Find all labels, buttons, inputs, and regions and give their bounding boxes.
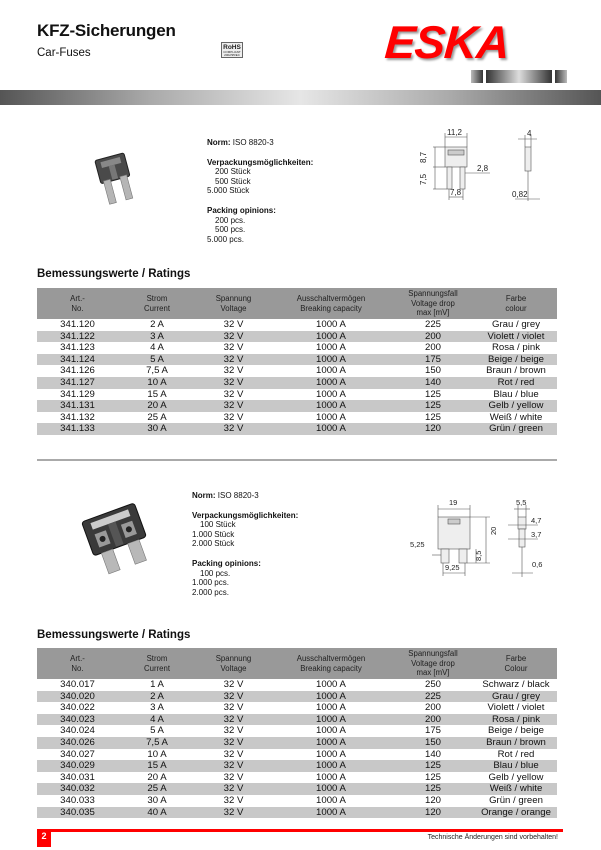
cell-current: 40 A (118, 807, 196, 819)
cell-colour: Rot / red (497, 748, 535, 760)
mini-fuse-info (207, 138, 313, 244)
dim-height: 20 (489, 526, 498, 535)
section-divider (37, 459, 557, 461)
dim-depth: 4 (527, 129, 532, 138)
cell-art-no: 340.023 (37, 714, 118, 726)
cell-colour: Beige / beige (475, 354, 557, 366)
cell-voltage-drop: 250 (424, 679, 441, 690)
header-voltage-drop: Spannungsfall Voltage drop max [mV] (391, 648, 475, 679)
rohs-compliance-badge (221, 42, 243, 58)
dim-leg-spacing: 9,25 (445, 563, 460, 572)
cell-breaking-capacity: 1000 A (316, 365, 346, 377)
cell-voltage: 32 V (223, 771, 244, 783)
page-subtitle: Car-Fuses (37, 47, 91, 59)
cell-colour: Schwarz / black (482, 679, 550, 690)
cell-colour: Rot / red (475, 377, 557, 389)
table-row (37, 319, 557, 331)
cell-current: 7,5 A (146, 365, 168, 377)
cell-voltage-drop: 225 (424, 319, 441, 330)
packaging-de-item: 100 Stück (200, 520, 236, 530)
cell-breaking-capacity: 1000 A (271, 354, 391, 366)
cell-current: 5 A (118, 354, 196, 366)
table-row (37, 412, 557, 424)
cell-colour: Grau / grey (475, 691, 557, 703)
cell-art-no: 341.133 (37, 423, 118, 435)
cell-voltage-drop: 125 (424, 411, 441, 423)
header-art-no: Art.- No. (37, 648, 118, 679)
cell-voltage: 32 V (196, 737, 271, 749)
cell-colour: Braun / brown (475, 737, 557, 749)
header-breaking-capacity: Ausschaltvermögen Breaking capacity (271, 648, 391, 679)
cell-breaking-capacity: 1000 A (271, 331, 391, 343)
cell-voltage-drop: 150 (391, 737, 475, 749)
cell-colour: Blau / blue (475, 760, 557, 772)
cell-breaking-capacity: 1000 A (271, 377, 391, 389)
cell-breaking-capacity: 1000 A (316, 748, 346, 760)
standard-fuse-ratings-table-wrap (37, 648, 557, 818)
cell-current: 20 A (118, 400, 196, 412)
table-header-row (37, 288, 557, 319)
cell-voltage: 32 V (223, 342, 244, 354)
cell-voltage: 32 V (196, 783, 271, 795)
norm-label: Norm: (192, 491, 216, 500)
cell-art-no: 340.024 (60, 725, 95, 737)
header-colour: Farbe colour (475, 288, 557, 319)
cell-voltage: 32 V (196, 691, 271, 703)
mini-fuse-ratings-table (37, 288, 557, 435)
dim-depth: 5,5 (516, 498, 527, 507)
cell-art-no: 341.126 (60, 365, 95, 377)
cell-breaking-capacity: 1000 A (316, 319, 346, 330)
cell-colour: Grün / green (489, 794, 543, 806)
cell-voltage: 32 V (223, 748, 244, 760)
cell-art-no: 340.031 (60, 771, 95, 783)
cell-colour: Grau / grey (492, 319, 540, 330)
cell-art-no: 341.120 (60, 319, 95, 330)
header-current: Strom Current (118, 288, 196, 319)
packaging-en-item: 500 pcs. (215, 225, 246, 235)
cell-current: 30 A (118, 423, 196, 435)
cell-current: 15 A (147, 388, 167, 400)
cell-voltage-drop: 125 (424, 388, 441, 400)
standard-fuse-dimension-drawing (408, 495, 558, 585)
packaging-de-item: 5.000 Stück (207, 186, 250, 196)
header-colour: Farbe Colour (475, 648, 557, 679)
cell-art-no: 340.017 (60, 679, 95, 690)
cell-voltage-drop: 175 (391, 354, 475, 366)
cell-current: 3 A (118, 331, 196, 343)
cell-current: 4 A (150, 342, 164, 354)
table-row (37, 423, 557, 435)
cell-voltage: 32 V (196, 760, 271, 772)
table-row (37, 342, 557, 354)
cell-art-no: 341.131 (37, 400, 118, 412)
packaging-en-item: 200 pcs. (215, 215, 246, 225)
header-current: Strom Current (118, 648, 196, 679)
packaging-en-label: Packing opinions: (207, 205, 276, 215)
packaging-en-item: 2.000 pcs. (192, 587, 229, 597)
table-header-row (37, 648, 557, 679)
cell-voltage: 32 V (196, 807, 271, 819)
cell-colour: Orange / orange (475, 807, 557, 819)
table-row (37, 377, 557, 389)
standard-fuse-ratings-table (37, 648, 557, 818)
cell-voltage: 32 V (196, 423, 271, 435)
cell-breaking-capacity: 1000 A (316, 771, 346, 783)
dim-mid-thickness: 3,7 (531, 530, 542, 539)
cell-current: 5 A (150, 725, 164, 737)
cell-current: 3 A (150, 702, 164, 714)
cell-voltage: 32 V (223, 365, 244, 377)
table-row (37, 749, 557, 761)
cell-voltage-drop: 125 (391, 400, 475, 412)
cell-current: 10 A (147, 748, 167, 760)
footer-accent-line (37, 829, 563, 832)
dim-width: 19 (449, 498, 458, 507)
cell-colour: Violett / violet (475, 331, 557, 343)
packaging-de-item: 1.000 Stück (192, 529, 235, 539)
rohs-label: RoHS (223, 44, 241, 51)
table-row (37, 691, 557, 703)
norm-label: Norm: (207, 138, 231, 147)
cell-breaking-capacity: 1000 A (271, 400, 391, 412)
cell-voltage-drop: 120 (391, 423, 475, 435)
table-row (37, 760, 557, 772)
cell-colour: Rosa / pink (492, 342, 540, 354)
cell-breaking-capacity: 1000 A (316, 388, 346, 400)
cell-colour: Weiß / white (489, 411, 543, 423)
mini-fuse-ratings-body (37, 319, 557, 435)
standard-fuse-ratings-body (37, 679, 557, 818)
cell-breaking-capacity: 1000 A (271, 737, 391, 749)
cell-voltage: 32 V (196, 714, 271, 726)
cell-voltage: 32 V (223, 679, 244, 690)
cell-breaking-capacity: 1000 A (271, 807, 391, 819)
logo-text: ESKA (383, 16, 511, 68)
packaging-de-item: 500 Stück (215, 176, 251, 186)
packaging-en-label: Packing opinions: (192, 558, 261, 568)
cell-art-no: 340.027 (60, 748, 95, 760)
header-voltage: Spannung Voltage (196, 648, 271, 679)
packaging-en-item: 100 pcs. (200, 568, 231, 578)
packaging-de-label: Verpackungsmöglichkeiten: (207, 157, 314, 167)
cell-voltage: 32 V (196, 354, 271, 366)
cell-colour: Braun / brown (486, 365, 546, 377)
cell-art-no: 340.032 (37, 783, 118, 795)
cell-art-no: 341.124 (37, 354, 118, 366)
cell-art-no: 341.127 (37, 377, 118, 389)
cell-art-no: 340.035 (37, 807, 118, 819)
cell-voltage-drop: 120 (391, 807, 475, 819)
cell-current: 10 A (118, 377, 196, 389)
table-row (37, 365, 557, 377)
cell-voltage-drop: 125 (424, 771, 441, 783)
dim-top-thickness: 4,7 (531, 516, 542, 525)
cell-voltage-drop: 125 (391, 783, 475, 795)
eska-logo (385, 18, 570, 88)
dim-leg-thickness: 0,82 (512, 190, 528, 199)
cell-voltage-drop: 175 (424, 725, 441, 737)
cell-voltage: 32 V (223, 702, 244, 714)
dim-leg-length: 7,5 (419, 173, 428, 185)
page-number: 2 (37, 829, 51, 847)
cell-voltage-drop: 140 (391, 377, 475, 389)
cell-current: 1 A (150, 679, 164, 690)
cell-colour: Gelb / yellow (475, 400, 557, 412)
cell-current: 20 A (147, 771, 167, 783)
cell-voltage: 32 V (223, 725, 244, 737)
table-row (37, 807, 557, 819)
dim-leg-spacing: 7,8 (450, 188, 462, 197)
cell-current: 30 A (147, 794, 167, 806)
cell-breaking-capacity: 1000 A (271, 691, 391, 703)
table-row (37, 354, 557, 366)
cell-current: 25 A (147, 411, 167, 423)
cell-breaking-capacity: 1000 A (316, 725, 346, 737)
dim-leg-width: 5,25 (410, 540, 425, 549)
cell-breaking-capacity: 1000 A (271, 423, 391, 435)
cell-colour: Blau / blue (493, 388, 539, 400)
mini-fuse-dimension-drawing (415, 125, 550, 210)
cell-colour: Weiß / white (475, 783, 557, 795)
footer-disclaimer: Technische Änderungen sind vorbehalten! (427, 834, 558, 841)
cell-current: 15 A (118, 760, 196, 772)
cell-current: 2 A (150, 319, 164, 330)
ratings-section-title: Bemessungswerte / Ratings (37, 268, 191, 280)
cell-voltage: 32 V (223, 794, 244, 806)
table-row (37, 679, 557, 691)
header-voltage-drop: Spannungsfall Voltage drop max [mV] (391, 288, 475, 319)
cell-current: 4 A (118, 714, 196, 726)
header-breaking-capacity: Ausschaltvermögen Breaking capacity (271, 288, 391, 319)
cell-current: 7,5 A (118, 737, 196, 749)
cell-art-no: 341.132 (60, 411, 95, 423)
cell-art-no: 340.026 (37, 737, 118, 749)
cell-breaking-capacity: 1000 A (316, 794, 346, 806)
logo-fuse-bar-icon (471, 70, 568, 83)
mini-fuse-photo (90, 148, 140, 213)
table-row (37, 795, 557, 807)
cell-colour: Rosa / pink (475, 714, 557, 726)
packaging-en-item: 1.000 pcs. (192, 578, 229, 588)
cell-voltage-drop: 200 (391, 331, 475, 343)
cell-voltage-drop: 200 (424, 702, 441, 714)
cell-voltage-drop: 120 (424, 794, 441, 806)
dim-leg-length: 8,5 (474, 550, 483, 561)
table-row (37, 772, 557, 784)
cell-breaking-capacity: 1000 A (316, 679, 346, 690)
standard-fuse-info (192, 491, 298, 597)
cell-art-no: 341.122 (37, 331, 118, 343)
cell-voltage: 32 V (223, 388, 244, 400)
cell-colour: Violett / violet (487, 702, 545, 714)
cell-voltage: 32 V (196, 331, 271, 343)
table-row (37, 389, 557, 401)
cell-voltage-drop: 200 (391, 714, 475, 726)
header-voltage: Spannung Voltage (196, 288, 271, 319)
cell-art-no: 341.123 (60, 342, 95, 354)
cell-voltage-drop: 140 (424, 748, 441, 760)
cell-voltage-drop: 200 (424, 342, 441, 354)
cell-colour: Grün / green (475, 423, 557, 435)
cell-voltage: 32 V (223, 411, 244, 423)
table-row (37, 331, 557, 343)
cell-voltage-drop: 150 (424, 365, 441, 377)
cell-art-no: 340.033 (60, 794, 95, 806)
cell-art-no: 340.022 (60, 702, 95, 714)
cell-colour: Gelb / yellow (488, 771, 544, 783)
cell-breaking-capacity: 1000 A (316, 342, 346, 354)
cell-breaking-capacity: 1000 A (316, 411, 346, 423)
page-title: KFZ-Sicherungen (37, 21, 176, 40)
norm-value: ISO 8820-3 (217, 491, 259, 500)
cell-current: 2 A (118, 691, 196, 703)
norm-value: ISO 8820-3 (232, 138, 274, 147)
cell-voltage: 32 V (223, 319, 244, 330)
cell-voltage-drop: 125 (391, 760, 475, 772)
table-row (37, 725, 557, 737)
cell-breaking-capacity: 1000 A (271, 783, 391, 795)
table-row (37, 400, 557, 412)
header-gradient-band (0, 90, 601, 105)
packaging-de-item: 200 Stück (215, 167, 251, 177)
cell-art-no: 340.029 (37, 760, 118, 772)
cell-voltage: 32 V (196, 400, 271, 412)
dim-width: 11,2 (447, 128, 462, 137)
ratings-section-title: Bemessungswerte / Ratings (37, 629, 191, 641)
cell-breaking-capacity: 1000 A (271, 760, 391, 772)
cell-breaking-capacity: 1000 A (271, 714, 391, 726)
header-art-no: Art.- No. (37, 288, 118, 319)
dim-body-height: 8,7 (419, 151, 428, 163)
mini-fuse-ratings-table-wrap (37, 288, 557, 435)
table-row (37, 702, 557, 714)
cell-colour: Beige / beige (487, 725, 544, 737)
cell-art-no: 340.020 (37, 691, 118, 703)
table-row (37, 714, 557, 726)
table-row (37, 737, 557, 749)
cell-current: 25 A (118, 783, 196, 795)
packaging-de-label: Verpackungsmöglichkeiten: (192, 510, 299, 520)
rohs-sub-label: COMPLIANT 2002/95/EC (223, 50, 241, 57)
packaging-de-item: 2.000 Stück (192, 539, 235, 549)
cell-voltage-drop: 225 (391, 691, 475, 703)
cell-breaking-capacity: 1000 A (316, 702, 346, 714)
table-row (37, 783, 557, 795)
dim-leg-thickness: 0,6 (532, 560, 543, 569)
packaging-en-item: 5.000 pcs. (207, 234, 244, 244)
cell-voltage: 32 V (196, 377, 271, 389)
dim-leg-width: 2,8 (477, 164, 489, 173)
standard-fuse-photo (80, 500, 160, 585)
cell-art-no: 341.129 (60, 388, 95, 400)
